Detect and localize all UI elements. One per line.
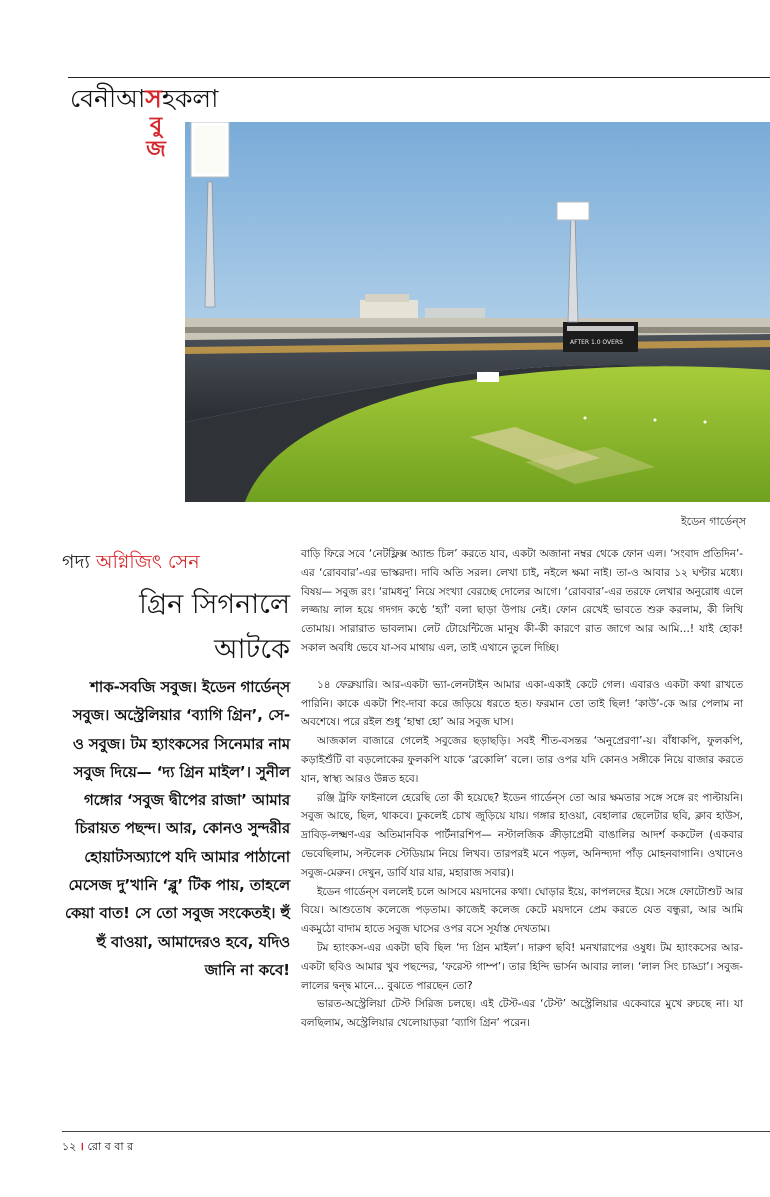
author-name: অগ্নিজিৎ সেন [96,551,200,573]
headline-line: গ্রিন সিগনালে [139,589,290,620]
article-paragraph: টম হ্যাংকস-এর একটা ছবি ছিল ‘দ্য গ্রিন মাইল’। দারুণ ছবি! মনখারাপের ওষুধ। টম হ্যাংকসের আর-একটা ছবিও আমার খুব পছন্দের, ‘ফরেস্ট গাম্প’। তার হিন্দি ভার্সন আবার লাল। ‘লাল সিং চাড্ডা’। সবুজ-লালের দ্বন্দ্ব মানে… বুঝতে পারছেন তো? [301,941,743,992]
masthead-red-letter: স [145,84,162,113]
masthead-vertical-letter: বু [149,113,163,138]
page-footer [62,1138,133,1157]
section-masthead [70,84,219,162]
page-number: ১২ [62,1140,77,1153]
byline-label: গদ্য [62,551,90,573]
footer-separator: । [79,1140,84,1153]
article-body [301,545,743,1033]
masthead-vertical [144,114,168,162]
byline [62,548,290,580]
masthead-vertical-letter: জ [146,137,166,162]
top-rule [68,77,770,78]
intro-column: শাক-সবজি সবুজ। ইডেন গার্ডেন্‌স সবুজ। অস্ট্রেলিয়ার ‘ব্যাগি গ্রিন’, সে-ও সবুজ। টম হ্যাংকসের সিনেমার নাম সবুজ দিয়ে— ‘দ্য গ্রিন মাইল’। সুনীল গঙ্গোর ‘সবুজ দ্বীপের রাজা’ আমার চিরায়ত পছন্দ। আর, কোনও সুন্দরীর হোয়াটসঅ্যাপে যদি আমার পাঠানো মেসেজ দু’খানি ‘ব্লু’ টিক পায়, তাহলে কেয়া বাত! সে তো সবুজ সংকেতই। হুঁ হুঁ বাওয়া, আমাদেরও হবে, যদিও জানি না কবে! [64,679,290,979]
scoreboard-text: AFTER 1.0 OVERS [570,339,623,346]
article-paragraph: ভারত-অস্ট্রেলিয়া টেস্ট সিরিজ চলছে। এই টেস্ট-এর ‘টেস্ট’ অস্ট্রেলিয়ার একেবারে মুখে রুচছে না। যা বলছিলাম, অস্ট্রেলিয়ার খেলোয়াড়রা ‘ব্যাগি গ্রিন’ পরেন। [301,998,743,1030]
article-headline [62,582,290,672]
bottom-rule [62,1131,770,1132]
article-paragraph: আজকাল বাজারে গেলেই সবুজের ছড়াছড়ি। সবই শীত-বসন্তর ‘অনুপ্রেরণা’-য়। বাঁধাকপি, ফুলকপি, কড়াইশুঁটি বা বড়লোকের ফুলকপি যাকে ‘ব্রকোলি’ বলে। তার ওপর যদি কোনও সঙ্গীকে নিয়ে বাজার করতে যান, স্বাস্থ্য আরও উন্নত হবে। [301,735,743,785]
article-paragraph: বাড়ি ফিরে সবে ‘নেটফ্লিক্স অ্যান্ড চিল’ করতে যাব, একটা অজানা নম্বর থেকে ফোন এল। ‘সংবাদ প্রতিদিন’-এর ‘রোববার’-এর ভাস্করদা। দাবি অতি সরল। লেখা চাই, নইলে ক্ষমা নাই। তা-ও আবার ১২ ঘণ্টার মধ্যে। বিষয়— সবুজ রং। ‘রামধনু’ নিয়ে সংখ্যা বেরচ্ছে দোলের আগে। ‘রোববার’-এর তরফে লেখার অনুরোধ এলে লজ্জায় লাল হয়ে গদগদ কণ্ঠে ‘হ্যাঁ’ বলা ছাড়া উপায় নেই। ফোন রেখেই ভাবতে শুরু করলাম, কী লিখি তোমায়। সারারাত ভাবলাম। লেট টোয়েন্টিজে মানুষ কী-কী কারণে রাত জাগে আর আমি…! যাই হোক! সকাল অবধি ভেবে যা-সব মাথায় এল, তাই এখানে তুলে দিচ্ছি। [301,548,743,654]
eden-gardens-photo [185,122,770,502]
headline-line: আটকে [214,634,290,665]
article-paragraph: রঞ্জি ট্রফি ফাইনালে হেরেছি তো কী হয়েছে? ইডেন গার্ডেন্‌স তো আর ক্ষমতার সঙ্গে সঙ্গে রং পাল্টায়নি। সবুজ আছে, ছিল, থাকবে। ঢুকলেই চোখ জুড়িয়ে যায়। গঙ্গার হাওয়া, বেহালার ছেলেটার ছবি, ক্লাব হাউস, দ্রাবিড়-লক্ষ্মণ-এর অতিমানবিক পার্টনারশিপ— নস্টালজিক ক্রীড়াপ্রেমী বাঙালির আদর্শ ককটেল (একবার ভেবেছিলাম, সল্টলেক স্টেডিয়াম নিয়ে লিখব। তারপরই মনে পড়ল, অনিন্দ্যদা পাঁড় মোহনবাগানি। ওখানেও সবুজ-মেরুন। দেখুন, ডার্বি যার যার, মহারাজ সবার)। [301,791,743,879]
magazine-name: রো ব বা র [87,1140,134,1153]
masthead-part2: হকলা [161,84,219,113]
article-paragraph: ইডেন গার্ডেন্‌স বললেই চলে আসবে ময়দানের কথা। ঘোড়ার ইয়ে, কাপলদের ইয়ে। সঙ্গে ফোটোশুট আর বিয়ে। আশুতোষ কলেজে পড়তাম। কাজেই কলেজ কেটে ময়দানে প্রেম করতে যেত বন্ধুরা, আর আমি একমুঠো বাদাম হাতে সবুজ ঘাসের ওপর বসে সূর্যাস্ত দেখতাম। [301,885,743,936]
masthead-part1: বেনীআ [70,84,146,113]
article-paragraph: ১৪ ফেব্রুয়ারি। আর-একটা ভ্যা-লেনটাইন আমার একা-একাই কেটে গেল। এবারও একটা কথা রাখতে পারিনি। কাকে একটা শিং-দাবা করে জড়িয়ে ধরতে হত। ফরমান তো তাই ছিল! ‘কাউ’-কে আর পেলাম না অবশেষে। পরে রইল শুধু ‘হাম্বা হো’ আর সবুজ ঘাস। [301,678,743,729]
photo-caption: ইডেন গার্ডেন্‌স [680,515,746,528]
